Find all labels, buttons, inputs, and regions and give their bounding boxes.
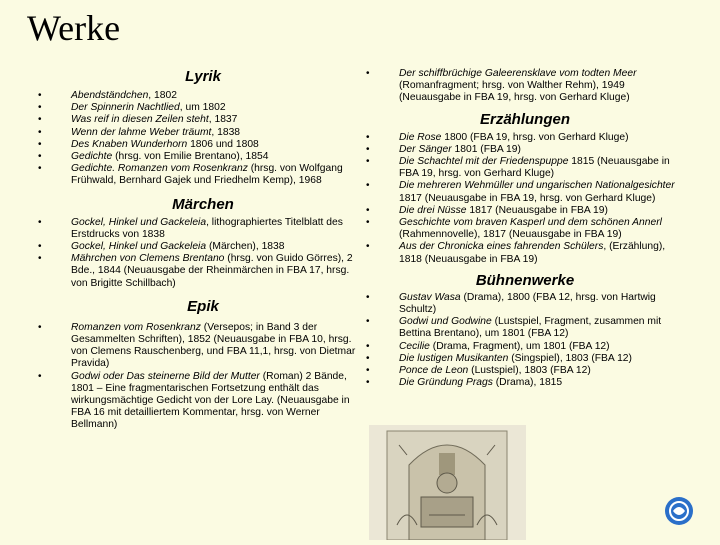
work-title: Gockel, Hinkel und Gackeleia: [71, 241, 207, 253]
work-title: Gockel, Hinkel und Gackeleia: [71, 216, 207, 228]
right-column: [366, 68, 684, 389]
list-item: [38, 139, 368, 151]
list-item: [366, 132, 684, 144]
list-item: [366, 377, 684, 389]
work-details: (hrsg. von Emilie Brentano), 1854: [112, 151, 269, 163]
work-details: (Märchen), 1838: [206, 241, 285, 253]
work-details: (Versepos; in Band 3 der Gesammelten Schriften), 1852 (Neuausgabe in FBA 10, hrsg. von Clemens Rauschenberg, und FBA 11,1, hrsg. von Dietmar Pravida): [71, 321, 356, 370]
work-title: Die drei Nüsse: [399, 204, 467, 216]
list-item: [366, 292, 684, 316]
list-item: [366, 205, 684, 217]
work-title: Die Schachtel mit der Friedenspuppe: [399, 156, 569, 168]
maerchen-list: [38, 217, 368, 290]
list-item: [38, 371, 368, 432]
work-title: Wenn der lahme Weber träumt: [71, 126, 212, 138]
work-title: Was reif in diesen Zeilen steht: [71, 114, 209, 126]
work-details: (hrsg. von Guido Görres), 2 Bde., 1844 (Neuausgabe der Rheinmärchen in FBA 17, hrsg. von Brigitte Schillbach): [71, 253, 353, 289]
work-details: , um 1802: [179, 102, 226, 114]
list-item: [38, 102, 368, 114]
lyrik-heading: Lyrik: [185, 68, 221, 85]
work-title: Godwi oder Das steinerne Bild der Mutter: [71, 370, 260, 382]
work-title: Gustav Wasa: [399, 291, 461, 303]
work-title: Romanzen vom Rosenkranz: [71, 321, 201, 333]
list-item: [38, 322, 368, 371]
list-item: [38, 151, 368, 163]
work-details: , 1838: [211, 126, 241, 138]
title-page-engraving: [369, 425, 526, 540]
list-item: [38, 163, 368, 187]
work-details: (Drama), 1815: [492, 377, 563, 389]
publisher-logo-icon: [664, 496, 694, 526]
roman-list: [366, 68, 684, 105]
work-details: , (Erzählung), 1818 (Neuausgabe in FBA 19): [399, 241, 666, 265]
work-details: (hrsg. von Wolfgang Frühwald, Bernhard Gajek und Friedhelm Kemp), 1968: [71, 163, 343, 187]
list-item: [366, 68, 684, 105]
work-details: 1817 (Neuausgabe in FBA 19): [466, 204, 608, 216]
work-details: (Drama), 1800 (FBA 12, hrsg. von Hartwig Schultz): [399, 291, 656, 316]
slide-title: Werke: [27, 8, 121, 48]
work-details: (Drama, Fragment), um 1801 (FBA 12): [429, 340, 610, 352]
work-title: Aus der Chronicka eines fahrenden Schülers: [399, 241, 604, 253]
work-title: Godwi und Godwine: [399, 316, 492, 328]
work-title: Des Knaben Wunderhorn: [71, 138, 188, 150]
work-details: (Romanfragment; hrsg. von Walther Rehm), 1949 (Neuausgabe in FBA 19, hrsg. von Gerhard Kluge): [399, 80, 630, 104]
engraving-image: [369, 425, 526, 540]
work-details: 1800 (FBA 19, hrsg. von Gerhard Kluge): [441, 131, 629, 143]
work-title: Die lustigen Musikanten: [399, 352, 509, 364]
work-title: Abendständchen: [71, 90, 149, 101]
work-details: 1815 (Neuausgabe in FBA 19, hrsg. von Gerhard Kluge): [399, 156, 670, 180]
left-column: [38, 68, 368, 432]
work-title: Die Rose: [399, 131, 442, 143]
work-title: Geschichte vom braven Kasperl und dem schönen Annerl: [399, 217, 662, 229]
buehnenwerke-heading: Bühnenwerke: [475, 271, 575, 289]
work-details: (Lustspiel, Fragment, zusammen mit Bettina Brentano), um 1801 (FBA 12): [399, 316, 662, 340]
list-item: [366, 241, 684, 265]
list-item: [38, 253, 368, 290]
work-title: Der schiffbrüchige Galeerensklave vom todten Meer: [399, 68, 637, 79]
work-title: Gedichte. Romanzen vom Rosenkranz: [71, 163, 248, 175]
work-details: 1806 und 1808: [187, 138, 259, 150]
list-item: [38, 127, 368, 139]
epik-list: [38, 322, 368, 432]
work-details: , 1802: [148, 90, 177, 101]
lyrik-list: [38, 90, 368, 188]
work-details: (Roman) 2 Bände, 1801 – Eine fragmentarischen Fortsetzung enthält das wirkungsmächtige Gedicht von der Lore Lay. (Neuausgabe in FBA 16 mit detailliertem Kommentar, hrsg. von Werner Bellmann): [71, 370, 350, 431]
list-item: [366, 144, 684, 156]
list-item: [38, 90, 368, 102]
list-item: [366, 180, 684, 204]
list-item: [366, 156, 684, 180]
work-details: , 1837: [208, 114, 238, 126]
list-item: [366, 341, 684, 353]
work-title: Die Gründung Prags: [399, 377, 493, 389]
work-details: 1817 (Neuausgabe in FBA 19, hrsg. von Gerhard Kluge): [399, 192, 656, 204]
list-item: [38, 217, 368, 241]
list-item: [38, 114, 368, 126]
erzaehlungen-heading: Erzählungen: [479, 110, 570, 128]
work-details: (Singspiel), 1803 (FBA 12): [508, 352, 632, 364]
epik-heading: Epik: [187, 297, 219, 315]
buehnenwerke-list: [366, 292, 684, 390]
work-title: Mährchen von Clemens Brentano: [71, 253, 225, 265]
work-title: Gedichte: [71, 151, 113, 163]
work-details: 1801 (FBA 19): [451, 143, 521, 155]
work-title: Cecilie: [399, 340, 430, 352]
work-details: (Lustspiel), 1803 (FBA 12): [468, 365, 591, 377]
work-details: (Rahmennovelle), 1817 (Neuausgabe in FBA 19): [399, 229, 622, 241]
erzaehlungen-list: [366, 132, 684, 266]
work-title: Der Spinnerin Nachtlied: [71, 102, 180, 114]
list-item: [38, 241, 368, 253]
list-item: [366, 353, 684, 365]
work-details: , lithographiertes Titelblatt des Erstdrucks von 1838: [71, 216, 343, 240]
maerchen-heading: Märchen: [172, 195, 234, 213]
work-title: Die mehreren Wehmüller und ungarischen Nationalgesichter: [399, 180, 675, 192]
list-item: [366, 365, 684, 377]
work-title: Ponce de Leon: [399, 365, 469, 377]
work-title: Der Sänger: [399, 143, 452, 155]
list-item: [366, 316, 684, 340]
list-item: [366, 217, 684, 241]
